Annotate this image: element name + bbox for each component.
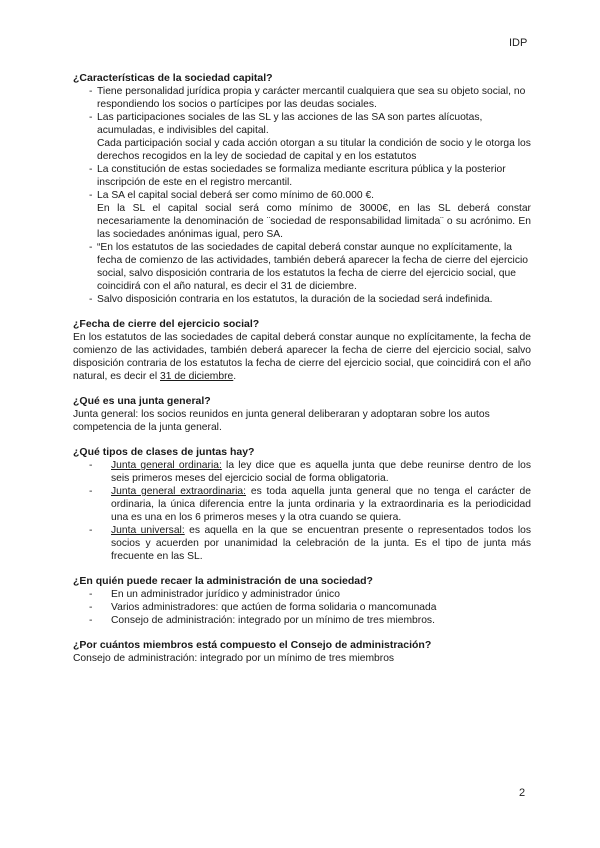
term: Junta general ordinaria: [111, 460, 222, 471]
list-item [73, 241, 531, 293]
list-item: - En un administrador jurídico y administrador único [73, 588, 531, 601]
underlined-date: 31 de diciembre [160, 371, 234, 382]
list-item-text: Salvo disposición contraria en los estatutos, la duración de la sociedad será indefinida. [97, 294, 493, 305]
list-item [73, 459, 531, 485]
section-caracteristicas [73, 72, 531, 306]
question-heading: ¿Por cuántos miembros está compuesto el Consejo de administración? [73, 639, 432, 651]
list-item-text: La SA el capital social deberá ser como mínimo de 60.000 €. [97, 190, 375, 201]
section-consejo [73, 639, 531, 665]
list-item-text: Tiene personalidad jurídica propia y carácter mercantil cualquiera que sea su objeto social, no respondiendo los socios o partícipes por las deudas sociales. [97, 86, 526, 110]
list-item [73, 485, 531, 524]
paragraph: Consejo de administración: integrado por un mínimo de tres miembros [73, 653, 395, 664]
list-item-text: “En los estatutos de las sociedades de capital deberá constar aunque no explícitamente, la fecha de comienzo de las actividades, también deberá aparecer la fecha de cierre del ejercicio social, salvo disposición contraria de los estatutos la fecha de cierre del ejercicio social, que coincidirá con el año natural, es decir el 31 de diciembre. [97, 242, 529, 292]
list-item: - Consejo de administración: integrado por un mínimo de tres miembros. [73, 614, 531, 627]
term: Junta universal: [111, 525, 185, 536]
list-item [73, 163, 531, 189]
list-item-extra: Cada participación social y cada acción otorgan a su titular la condición de socio y le otorga los derechos recogidos en la ley de sociedad de capital y en los estatutos [97, 138, 531, 162]
list-item-text: la ley dice que es aquella junta que debe reunirse dentro de los seis primeros meses del ejercicio social de forma obligatoria. [111, 460, 531, 484]
section-tipos-juntas [73, 446, 531, 563]
administracion-list [73, 588, 531, 627]
list-item [73, 189, 531, 241]
list-item: - Varios administradores: que actúen de forma solidaria o mancomunada [73, 601, 531, 614]
paragraph-text: En los estatutos de las sociedades de capital deberá constar aunque no explícitamente, la fecha de comienzo de las actividades, también deberá aparecer la fecha de cierre del ejercicio social, salvo disposición contraria de los estatutos la fecha de cierre del ejercicio social, que coincidirá con el año natural, es decir el [73, 332, 531, 382]
question-heading: ¿En quién puede recaer la administración de una sociedad? [73, 575, 373, 587]
tipos-juntas-list [73, 459, 531, 563]
header-mark: IDP [509, 37, 528, 49]
question-heading: ¿Fecha de cierre del ejercicio social? [73, 318, 260, 330]
term: Junta general extraordinaria: [111, 486, 247, 497]
caracteristicas-list [73, 85, 531, 306]
paragraph [73, 331, 531, 383]
paragraph-end: . [233, 371, 237, 382]
list-item-text: La constitución de estas sociedades se formaliza mediante escritura pública y la posterior inscripción de este en el registro mercantil. [97, 164, 506, 188]
list-item-text: es aquella en la que se encuentran presente o representados todos los socios y acuerden por unanimidad la celebración de la junta. Es el tipo de junta más frecuente en las SL. [111, 525, 531, 562]
section-fecha-cierre [73, 318, 531, 383]
question-heading: ¿Qué es una junta general? [73, 395, 211, 407]
list-item [73, 293, 531, 306]
section-administracion [73, 575, 531, 627]
question-heading: ¿Características de la sociedad capital? [73, 72, 273, 84]
list-item [73, 111, 531, 163]
list-item [73, 524, 531, 563]
section-junta-general [73, 395, 531, 434]
list-item-text: Las participaciones sociales de las SL y las acciones de las SA son partes alícuotas, acumuladas, e indivisibles del capital. [97, 112, 483, 136]
list-item-text: es toda aquella junta general que no tenga el carácter de ordinaria, la única diferencia entre la junta ordinaria y la extraordinaria es la periodicidad una es una en los 6 primeros meses y la otra cuando se quiera. [111, 486, 531, 523]
list-item-extra: En la SL el capital social será como mínimo de 3000€, en las SL deberá constar necesariamente la denominación de ¨sociedad de responsabilidad limitada¨ o su acrónimo. En las sociedades anónimas igual, pero SA. [97, 203, 531, 240]
document-body [73, 72, 531, 677]
question-heading: ¿Qué tipos de clases de juntas hay? [73, 446, 255, 458]
paragraph: Junta general: los socios reunidos en junta general deliberaran y adoptaran sobre los autos competencia de la junta general. [73, 409, 490, 433]
page-number: 2 [519, 787, 526, 799]
list-item [73, 85, 531, 111]
